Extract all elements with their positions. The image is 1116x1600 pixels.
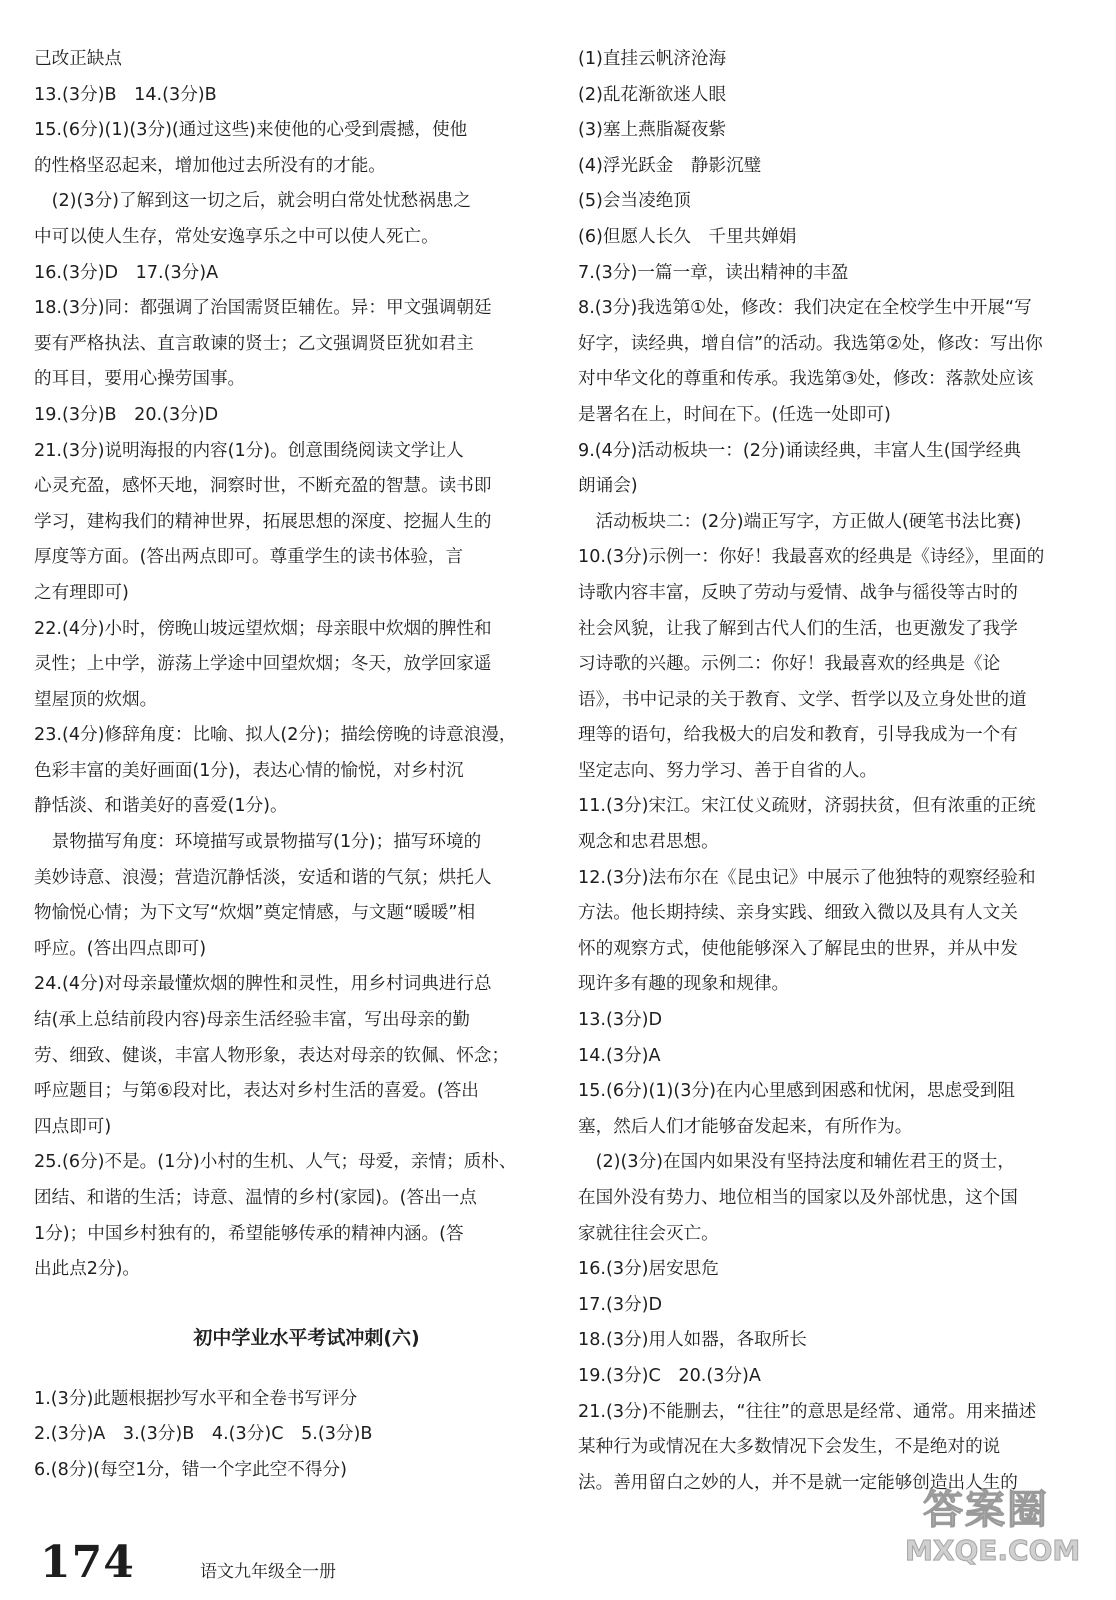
answer-line: 的性格坚忍起来，增加他过去所没有的才能。 (34, 155, 386, 176)
answer-line: 23.(4分)修辞角度：比喻、拟人(2分)；描绘傍晚的诗意浪漫， (34, 725, 517, 746)
watermark-logo: 答案圈 (923, 1487, 1049, 1533)
answer-line: 现许多有趣的现象和规律。 (578, 974, 790, 995)
answer-line: 塞，然后人们才能够奋发起来，有所作为。 (578, 1116, 913, 1137)
right-column (578, 42, 1083, 1501)
answer-line: 21.(3分)说明海报的内容(1分)。创意围绕阅读文学让人 (34, 440, 464, 461)
answer-line: 灵性；上中学，游荡上学途中回望炊烟；冬天，放学回家遥 (34, 654, 492, 675)
answer-line: 望屋顶的炊烟。 (34, 689, 158, 710)
answer-line: 怀的观察方式，使他能够深入了解昆虫的世界，并从中发 (578, 938, 1018, 959)
answer-line: 8.(3分)我选第①处，修改：我们决定在全校学生中开展“写 (578, 298, 1032, 319)
answer-line: 25.(6分)不是。(1分)小村的生机、人气；母爱，亲情；质朴、 (34, 1152, 517, 1173)
answer-line: 13.(3分)B 14.(3分)B (34, 84, 217, 105)
answer-line: 语》，书中记录的关于教育、文学、哲学以及立身处世的道 (578, 689, 1027, 710)
answer-line: 19.(3分)C 20.(3分)A (578, 1365, 761, 1386)
answer-line: 方法。他长期持续、亲身实践、细致入微以及具有人文关 (578, 903, 1018, 924)
answer-line: 诗歌内容丰富，反映了劳动与爱情、战争与徭役等古时的 (578, 582, 1018, 603)
answer-line: 1.(3分)此题根据抄写水平和全卷书写评分 (34, 1388, 358, 1409)
answer-line: 己改正缺点 (34, 49, 122, 69)
answer-line: 在国外没有势力、地位相当的国家以及外部忧患，这个国 (578, 1188, 1018, 1208)
section-title: 初中学业水平考试冲刺(六) (193, 1326, 420, 1349)
answer-line: 13.(3分)D (578, 1010, 663, 1031)
answer-line: 景物描写角度：环境描写或景物描写(1分)；描写环境的 (34, 832, 482, 853)
answer-line: 心灵充盈，感怀天地，洞察时世，不断充盈的智慧。读书即 (34, 476, 492, 497)
answer-line: 理等的语句，给我极大的启发和教育，引导我成为一个有 (578, 725, 1018, 746)
answer-line: 9.(4分)活动板块一：(2分)诵读经典，丰富人生(国学经典 (578, 440, 1021, 461)
answer-line: 团结、和谐的生活；诗意、温情的乡村(家园)。(答出一点 (34, 1188, 477, 1208)
answer-line: (3)塞上燕脂凝夜紫 (578, 120, 727, 141)
answer-line: 学习，建构我们的精神世界，拓展思想的深度、挖掘人生的 (34, 511, 492, 532)
answer-line: 15.(6分)(1)(3分)(通过这些)来使他的心受到震撼，使他 (34, 120, 468, 141)
answer-line: 出此点2分)。 (34, 1259, 141, 1280)
answer-line: 某种行为或情况在大多数情况下会发生，不是绝对的说 (578, 1437, 1001, 1458)
answer-line: 厚度等方面。(答出两点即可。尊重学生的读书体验，言 (34, 547, 464, 568)
answer-line: 呼应题目；与第⑥段对比，表达对乡村生活的喜爱。(答出 (34, 1081, 479, 1102)
answer-line: 的耳目，要用心操劳国事。 (34, 369, 246, 390)
watermark (905, 1478, 1105, 1596)
answer-line: 社会风貌，让我了解到古代人们的生活，也更激发了我学 (578, 618, 1018, 639)
answer-line: 是署名在上，时间在下。(任选一处即可) (578, 404, 891, 425)
answer-line: 呼应。(答出四点即可) (34, 938, 207, 959)
page-number: 174 (40, 1537, 135, 1588)
answer-line: 活动板块二：(2分)端正写字，方正做人(硬笔书法比赛) (578, 511, 1022, 532)
answer-line: 11.(3分)宋江。宋江仗义疏财，济弱扶贫，但有浓重的正统 (578, 796, 1036, 817)
answer-line: 色彩丰富的美好画面(1分)，表达心情的愉悦，对乡村沉 (34, 760, 464, 781)
answer-line: 对中华文化的尊重和传承。我选第③处，修改：落款处应该 (578, 369, 1034, 390)
answer-line: 18.(3分)用人如器，各取所长 (578, 1330, 807, 1351)
answer-line: 16.(3分)居安思危 (578, 1259, 719, 1280)
answer-line: 18.(3分)同：都强调了治国需贤臣辅佐。异：甲文强调朝廷 (34, 298, 492, 319)
answer-line: 习诗歌的兴趣。示例二：你好！我最喜欢的经典是《论 (578, 654, 1001, 675)
answer-line: 中可以使人生存，常处安逸享乐之中可以使人死亡。 (34, 226, 439, 247)
answer-line: (5)会当凌绝顶 (578, 191, 691, 212)
answer-line: (1)直挂云帆济沧海 (578, 49, 727, 69)
answer-line: 6.(8分)(每空1分，错一个字此空不得分) (34, 1459, 347, 1480)
answer-line: 12.(3分)法布尔在《昆虫记》中展示了他独特的观察经验和 (578, 867, 1036, 888)
answer-line: 要有严格执法、直言敢谏的贤士；乙文强调贤臣犹如君主 (34, 333, 474, 354)
answer-line: 17.(3分)D (578, 1294, 663, 1315)
answer-line: 之有理即可) (34, 582, 129, 603)
answer-line: 24.(4分)对母亲最懂炊烟的脾性和灵性，用乡村词典进行总 (34, 974, 492, 995)
answer-line: (2)(3分)在国内如果没有坚持法度和辅佐君王的贤士， (578, 1152, 1015, 1173)
answer-line: 10.(3分)示例一：你好！我最喜欢的经典是《诗经》，里面的 (578, 547, 1045, 568)
answer-line: 16.(3分)D 17.(3分)A (34, 262, 219, 283)
watermark-url: MXQE.COM (905, 1534, 1081, 1567)
answer-line: 14.(3分)A (578, 1045, 661, 1066)
answer-line: (4)浮光跃金 静影沉璧 (578, 155, 762, 176)
book-title: 语文九年级全一册 (200, 1562, 336, 1582)
answer-line: 好字，读经典，增自信”的活动。我选第②处，修改：写出你 (578, 333, 1043, 354)
answer-line: 7.(3分)一篇一章，读出精神的丰盈 (578, 262, 849, 283)
answer-line: 物愉悦心情；为下文写“炊烟”奠定情感，与文题“暖暖”相 (34, 903, 476, 924)
answer-line: 美妙诗意、浪漫；营造沉静恬淡，安适和谐的气氛；烘托人 (34, 867, 492, 888)
answer-line: 劳、细致、健谈，丰富人物形象，表达对母亲的钦佩、怀念； (34, 1045, 510, 1066)
left-column (34, 42, 539, 1489)
answer-line: 22.(4分)小时，傍晚山坡远望炊烟；母亲眼中炊烟的脾性和 (34, 618, 492, 639)
answer-line: 家就往往会灭亡。 (578, 1223, 719, 1244)
answer-line: (6)但愿人长久 千里共婵娟 (578, 226, 797, 247)
answer-line: 坚定志向、努力学习、善于自省的人。 (578, 760, 878, 781)
answer-line: (2)(3分)了解到这一切之后，就会明白常处忧愁祸患之 (34, 191, 471, 212)
answer-line: 15.(6分)(1)(3分)在内心里感到困惑和忧闲，思虑受到阻 (578, 1081, 1016, 1102)
answer-line: 结(承上总结前段内容)母亲生活经验丰富，写出母亲的勤 (34, 1010, 470, 1031)
answer-line: 19.(3分)B 20.(3分)D (34, 404, 219, 425)
answer-line: 21.(3分)不能删去，“往往”的意思是经常、通常。用来描述 (578, 1401, 1037, 1422)
answer-line: 观念和忠君思想。 (578, 832, 719, 853)
answer-line: 法。善用留白之妙的人，并不是就一定能够创造出人生的 (578, 1472, 1018, 1493)
answer-line: 1分)；中国乡村独有的，希望能够传承的精神内涵。(答 (34, 1223, 464, 1244)
answer-line: 四点即可) (34, 1116, 112, 1137)
answer-line: 静恬淡、和谐美好的喜爱(1分)。 (34, 796, 288, 817)
answer-line: (2)乱花渐欲迷人眼 (578, 84, 727, 105)
answer-line: 2.(3分)A 3.(3分)B 4.(3分)C 5.(3分)B (34, 1424, 373, 1445)
answer-line: 朗诵会) (578, 476, 638, 497)
